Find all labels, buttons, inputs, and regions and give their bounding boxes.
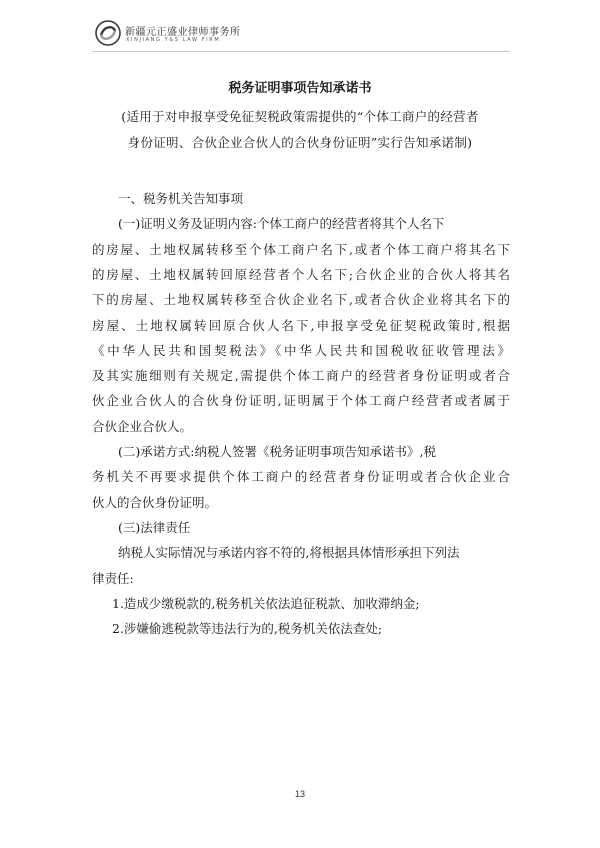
body-line: 1.造成少缴税款的,税务机关依法追征税款、加收滞纳金; xyxy=(112,595,420,611)
body-line: (二)承诺方式:纳税人签署《税务证明事项告知承诺书》,税 xyxy=(118,444,436,459)
body-line: 伙企业合伙人的合伙身份证明,证明属于个体工商户经营者或者属于 xyxy=(92,393,510,409)
firm-logo-icon xyxy=(95,20,121,46)
body-line: 一、税务机关告知事项 xyxy=(118,191,244,206)
body-line: 2.涉嫌偷逃税款等违法行为的,税务机关依法查处; xyxy=(112,621,383,637)
body-line: 合伙企业合伙人。 xyxy=(92,418,193,434)
body-line: (三)法律责任 xyxy=(118,519,191,535)
body-line: 的房屋、土地权属转移至个体工商户名下,或者个体工商户将其名下 xyxy=(92,241,510,257)
body-line: 纳税人实际情况与承诺内容不符的,将根据具体情形承担下列法 xyxy=(118,545,460,561)
body-line: 务机关不再要求提供个体工商户的经营者身份证明或者合伙企业合 xyxy=(92,469,510,485)
body-line: 的房屋、土地权属转回原经营者个人名下;合伙企业的合伙人将其名 xyxy=(92,266,510,282)
body-line: 《中华人民共和国契税法》《中华人民共和国税收征收管理法》 xyxy=(92,342,510,358)
firm-name-english: XINJIANG Y&S LAW FIRM xyxy=(126,37,221,43)
body-line: (一)证明义务及证明内容:个体工商户的经营者将其个人名下 xyxy=(118,216,445,232)
body-line: 伙人的合伙身份证明。 xyxy=(92,494,218,510)
body-line: 及其实施细则有关规定,需提供个体工商户的经营者身份证明或者合 xyxy=(92,368,510,384)
body-line: 下的房屋、土地权属转移至合伙企业名下,或者合伙企业将其名下的 xyxy=(92,292,510,308)
header-divider xyxy=(92,51,510,52)
subtitle-line-2: 身份证明、合伙企业合伙人的合伙身份证明”实行告知承诺制) xyxy=(127,135,473,150)
page-number: 13 xyxy=(294,789,305,799)
body-line: 房屋、土地权属转回原合伙人名下,申报享受免征契税政策时,根据 xyxy=(92,317,510,333)
document-title: 税务证明事项告知承诺书 xyxy=(228,81,372,96)
body-line: 律责任: xyxy=(92,570,134,586)
subtitle-line-1: (适用于对申报享受免征契税政策需提供的“个体工商户的经营者 xyxy=(121,109,479,124)
letterhead xyxy=(95,19,335,49)
firm-name: 新疆元正盛业律师事务所 xyxy=(125,27,241,38)
